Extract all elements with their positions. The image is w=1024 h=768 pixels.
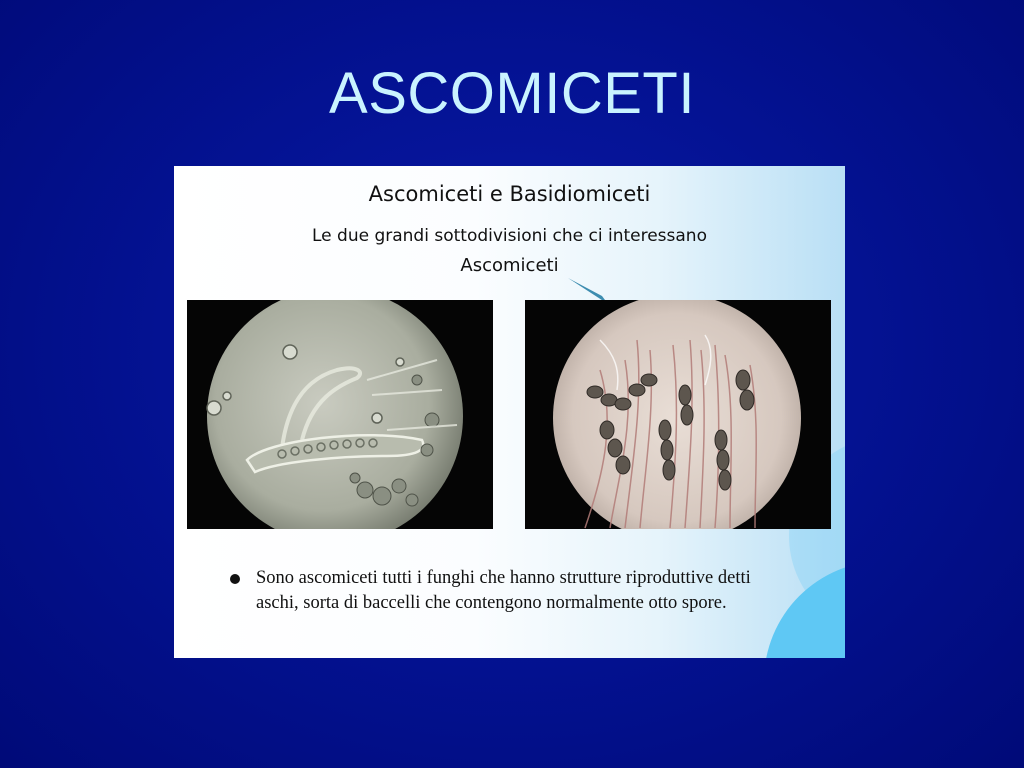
inner-slide-label: Ascomiceti	[460, 255, 559, 276]
bullet-item	[230, 566, 790, 616]
slide-title: ASCOMICETI	[329, 61, 695, 126]
embedded-slide-image	[174, 166, 845, 658]
microscope-photo-left	[187, 300, 493, 529]
microscope-asci-icon	[525, 300, 831, 529]
bullet-text: Sono ascomiceti tutti i funghi che hanno strutture riproduttive detti aschi, sorta di baccelli che contengono normalmente otto spore.	[256, 568, 751, 613]
microscope-photo-right	[525, 300, 831, 529]
bullet-dot-icon	[230, 574, 240, 584]
bullet-list	[230, 566, 790, 616]
inner-slide-subtitle: Le due grandi sottodivisioni che ci interessano	[312, 226, 707, 246]
microscope-ascus-icon	[187, 300, 493, 529]
inner-slide-title: Ascomiceti e Basidiomiceti	[368, 182, 651, 206]
